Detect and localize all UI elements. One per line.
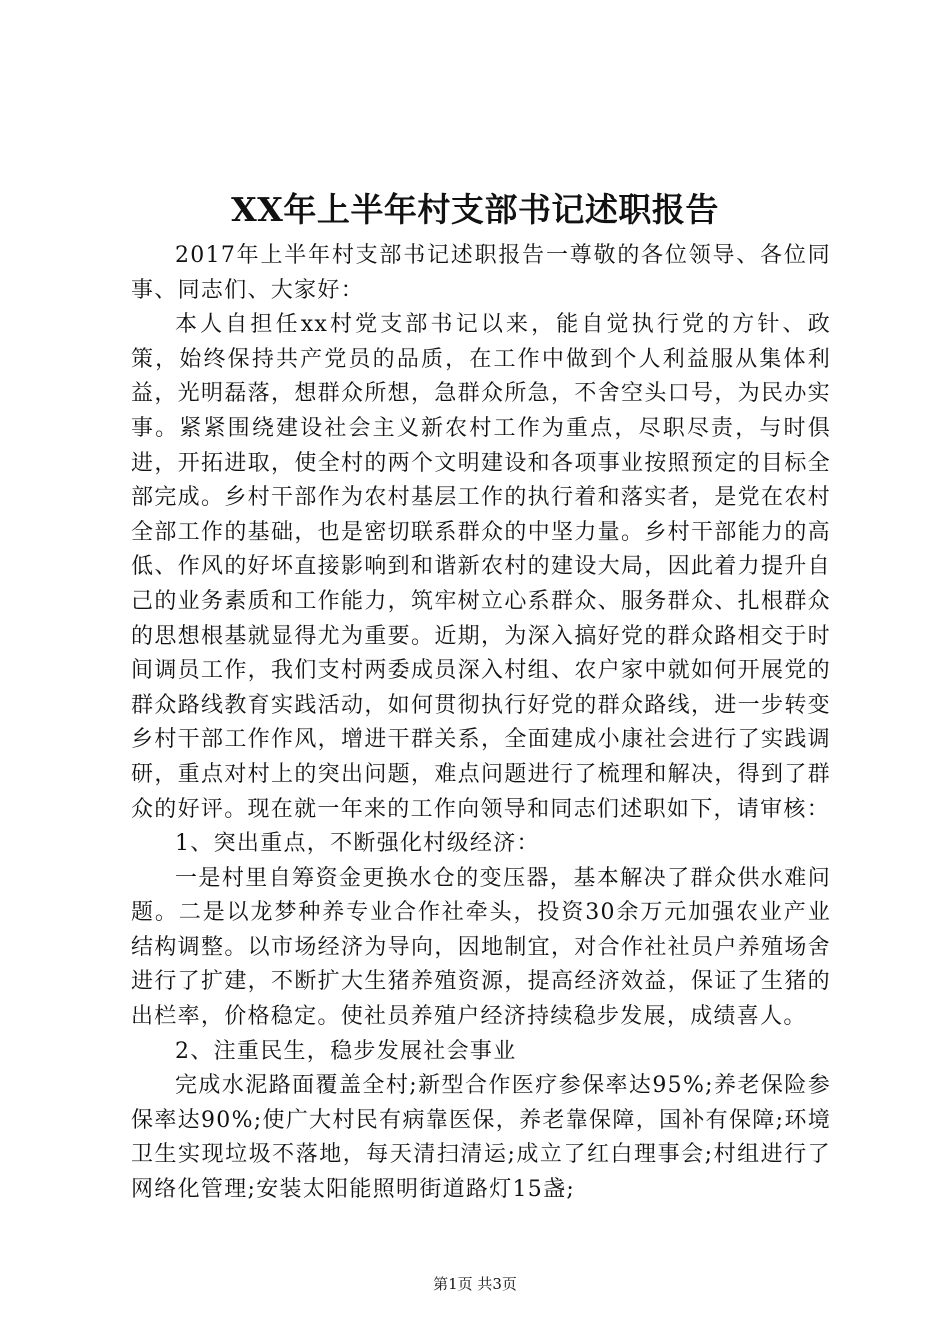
section-heading-livelihood: 2、注重民生，稳步发展社会事业 <box>175 1038 517 1064</box>
document-body <box>131 239 831 1208</box>
paragraph-economy: 一是村里自筹资金更换水仓的变压器，基本解决了群众供水难问题。二是以龙梦种养专业合作社牵头，投资30余万元加强农业产业结构调整。以市场经济为导向，因地制宜，对合作社社员户养殖场舍进行了扩建，不断扩大生猪养殖资源，提高经济效益，保证了生猪的出栏率，价格稳定。使社员养殖户经济持续稳步发展，成绩喜人。 <box>131 865 831 1030</box>
paragraph-greeting: 2017年上半年村支部书记述职报告一尊敬的各位领导、各位同事、同志们、大家好： <box>131 243 831 303</box>
document-title: XX年上半年村支部书记述职报告 <box>231 190 719 229</box>
paragraph-livelihood: 完成水泥路面覆盖全村;新型合作医疗参保率达95%;养老保险参保率达90%;使广大村民有病靠医保，养老靠保障，国补有保障;环境卫生实现垃圾不落地，每天清扫清运;成立了红白理事会;村组进行了网络化管理;安装太阳能照明街道路灯15盏; <box>131 1073 831 1203</box>
paragraph-introduction: 本人自担任xx村党支部书记以来，能自觉执行党的方针、政策，始终保持共产党员的品质，在工作中做到个人利益服从集体利益，光明磊落，想群众所想，急群众所急，不舍空头口号，为民办实事。紧紧围绕建设社会主义新农村工作为重点，尽职尽责，与时俱进，开拓进取，使全村的两个文明建设和各项事业按照预定的目标全部完成。乡村干部作为农村基层工作的执行着和落实者，是党在农村全部工作的基础，也是密切联系群众的中坚力量。乡村干部能力的高低、作风的好坏直接影响到和谐新农村的建设大局，因此着力提升自己的业务素质和工作能力，筑牢树立心系群众、服务群众、扎根群众的思想根基就显得尤为重要。近期，为深入搞好党的群众路相交于时间调员工作，我们支村两委成员深入村组、农户家中就如何开展党的群众路线教育实践活动，如何贯彻执行好党的群众路线，进一步转变乡村干部工作作风，增进干群关系，全面建成小康社会进行了实践调研，重点对村上的突出问题，难点问题进行了梳理和解决，得到了群众的好评。现在就一年来的工作向领导和同志们述职如下，请审核： <box>131 312 831 822</box>
page-number-footer: 第1页 共3页 <box>433 1275 517 1293</box>
section-heading-economy: 1、突出重点，不断强化村级经济： <box>175 831 540 857</box>
